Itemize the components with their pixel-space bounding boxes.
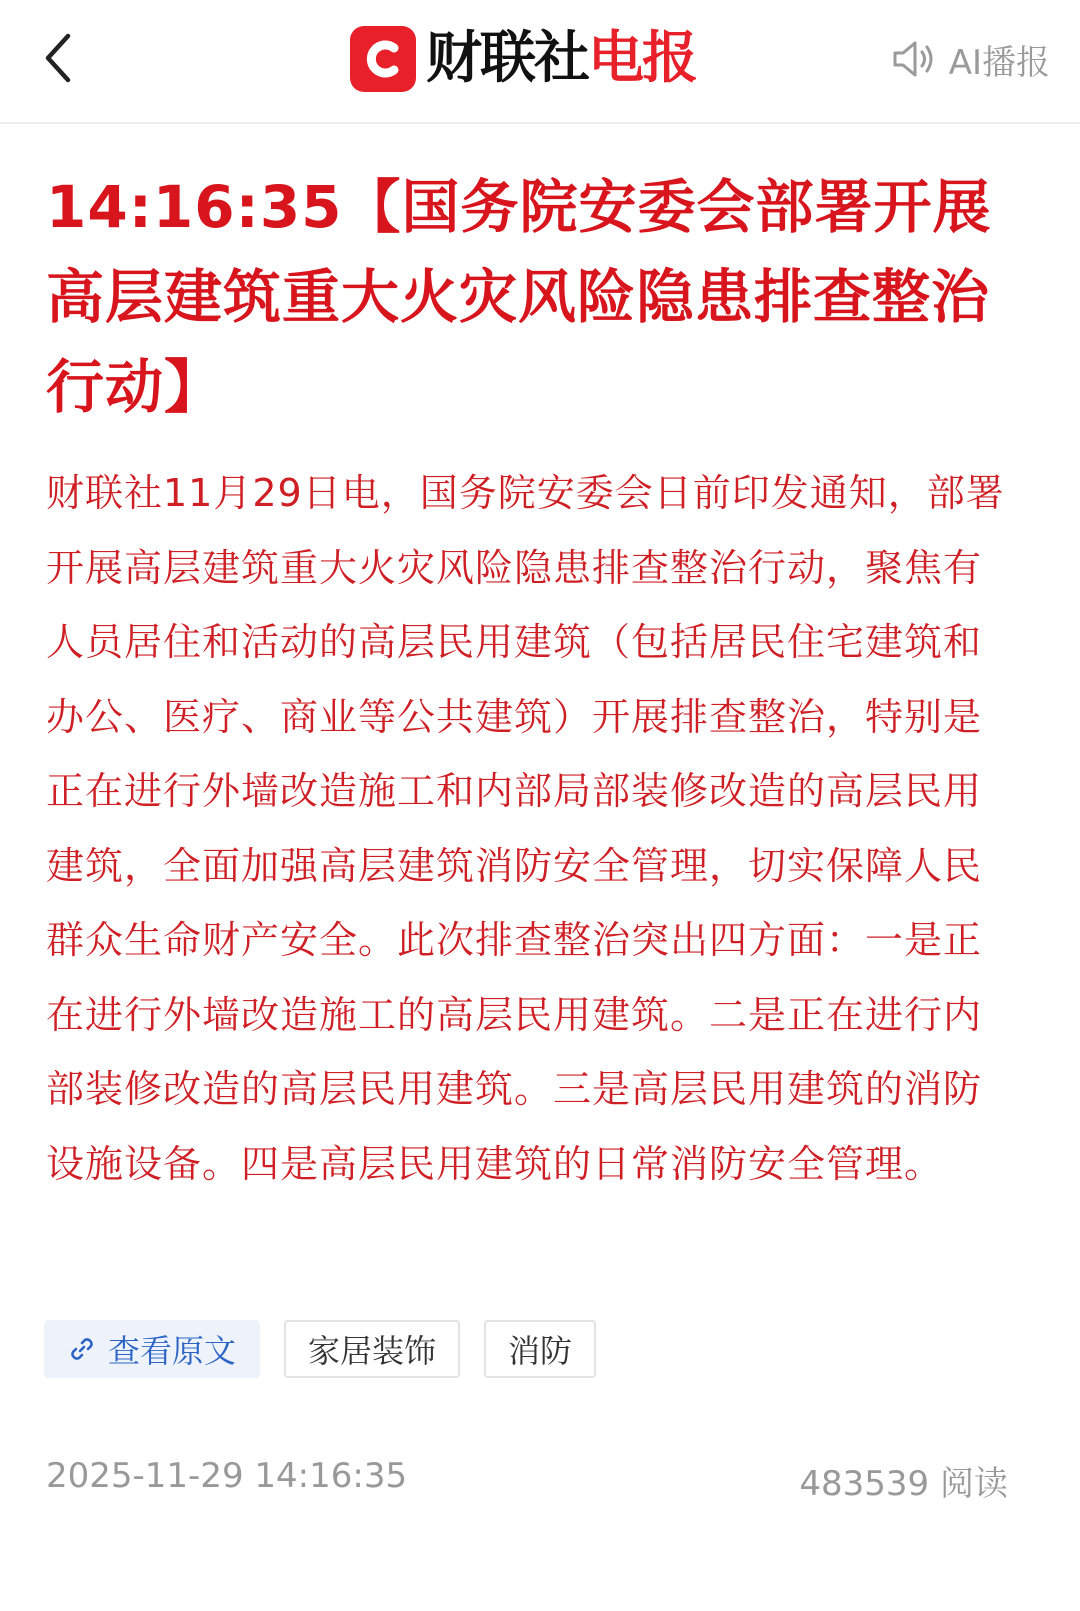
logo-text-red: 电报 [588,26,696,91]
back-arrow-icon [38,30,82,86]
view-original-link[interactable] [44,1320,260,1378]
logo-text-black: 财联社 [426,26,588,91]
tag-bar [44,1320,620,1378]
app-header [0,0,1080,124]
headline-title: 【国务院安委会部署开展高层建筑重大火灾风险隐患排查整治行动】 [46,173,992,421]
ai-broadcast-button[interactable] [891,36,1050,82]
publish-datetime: 2025-11-29 14:16:35 [46,1456,408,1496]
link-icon [68,1335,96,1363]
tag-home-decor[interactable]: 家居装饰 [284,1320,460,1378]
article-footer [46,1456,1008,1505]
read-stats [799,1456,1008,1505]
logo-c-icon [350,26,416,92]
speaker-icon [891,39,935,79]
article-headline [46,162,1036,432]
logo-wordmark [426,26,696,92]
ai-broadcast-label: AI播报 [948,42,1050,83]
read-count: 483539 [799,1464,930,1504]
app-logo [350,26,696,92]
tag-fire-safety[interactable]: 消防 [484,1320,596,1378]
read-label: 阅读 [940,1464,1008,1504]
back-button[interactable] [38,30,82,86]
view-original-label: 查看原文 [108,1332,237,1370]
headline-time: 14:16:35 [46,173,343,241]
article-body: 财联社11月29日电，国务院安委会日前印发通知，部署开展高层建筑重大火灾风险隐患排查整治行动，聚焦有人员居住和活动的高层民用建筑（包括居民住宅建筑和办公、医疗、商业等公共建筑）开展排查整治，特别是正在进行外墙改造施工和内部局部装修改造的高层民用建筑，全面加强高层建筑消防安全管理，切实保障人民群众生命财产安全。此次排查整治突出四方面：一是正在进行外墙改造施工的高层民用建筑。二是正在进行内部装修改造的高层民用建筑。三是高层民用建筑的消防设施设备。四是高层民用建筑的日常消防安全管理。 [46,471,1005,1186]
